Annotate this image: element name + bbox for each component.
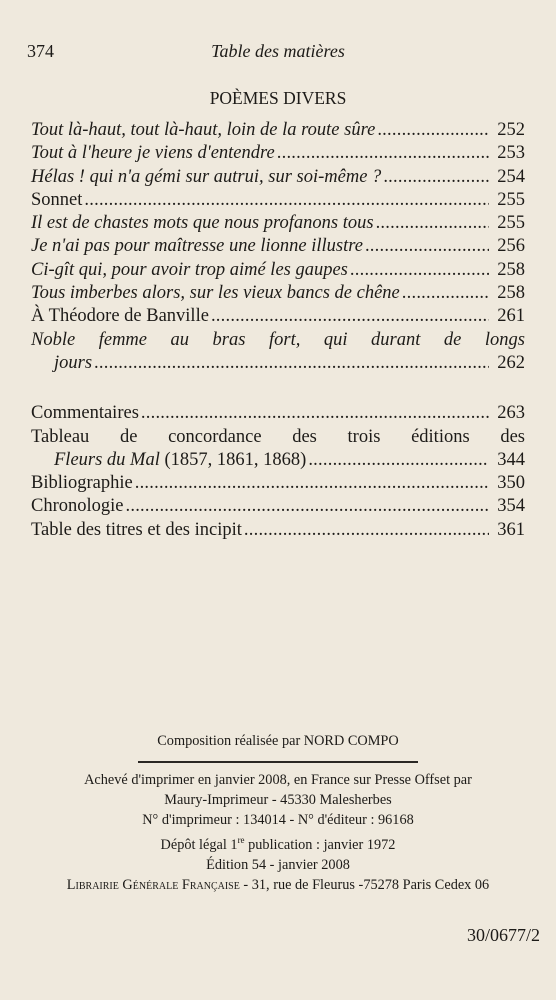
toc-entry[interactable] — [31, 119, 525, 142]
toc-entry[interactable] — [31, 235, 525, 258]
toc-page-number: 255 — [497, 213, 525, 234]
toc-page-number: 256 — [497, 236, 525, 257]
printer-code: 30/0677/2 — [466, 925, 540, 945]
page-number: 374 — [27, 41, 54, 61]
toc-page-number: 263 — [497, 403, 525, 424]
leader-dots — [211, 305, 489, 328]
toc-entry-text: Table des titres et des incipit — [31, 519, 242, 540]
toc-entry[interactable] — [31, 142, 525, 165]
toc-entry[interactable] — [31, 305, 525, 328]
publisher-name: Librairie Générale Française — [66, 877, 240, 894]
legal-deposit-date: publication : janvier 1972 — [244, 836, 396, 853]
toc-entry-text: Bibliographie — [31, 473, 133, 494]
book-title: Fleurs du Mal — [54, 449, 160, 470]
toc-entry-continuation[interactable] — [31, 352, 525, 375]
toc-entry-text: Ci-gît qui, pour avoir trop aimé les gaupes — [31, 259, 348, 280]
divider-rule — [138, 761, 418, 762]
publisher-line — [0, 875, 556, 895]
leader-dots — [377, 119, 489, 142]
toc-entry-text: Commentaires — [31, 403, 139, 424]
toc-entry-text: Chronologie — [31, 496, 124, 517]
printing-line: Achevé d'imprimer en janvier 2008, en France sur Presse Offset par — [84, 771, 472, 788]
leader-dots — [126, 495, 490, 518]
toc-page-number: 344 — [497, 449, 525, 470]
section-gap — [31, 375, 525, 402]
toc-entry[interactable] — [31, 519, 525, 542]
superscript: re — [237, 835, 245, 846]
toc-entry[interactable] — [31, 472, 525, 495]
toc-entry-text: Hélas ! qui n'a gémi sur autrui, sur soi-même ? — [31, 166, 382, 187]
table-of-contents — [31, 119, 525, 542]
toc-entry[interactable] — [31, 166, 525, 189]
leader-dots — [141, 402, 489, 425]
printer-line: Maury-Imprimeur - 45330 Malesherbes — [164, 791, 392, 808]
toc-entry-text: Je n'ai pas pour maîtresse une lionne illustre — [31, 236, 363, 257]
toc-entry-continuation[interactable] — [31, 449, 525, 472]
toc-page-number: 261 — [497, 306, 525, 327]
toc-entry-text: Sonnet — [31, 189, 83, 210]
edition-years: (1857, 1861, 1868) — [159, 449, 307, 470]
toc-entry[interactable] — [31, 212, 525, 235]
leader-dots — [350, 259, 489, 282]
leader-dots — [308, 449, 489, 472]
leader-dots — [402, 282, 489, 305]
toc-entry[interactable] — [31, 259, 525, 282]
toc-entry[interactable] — [31, 282, 525, 305]
toc-entry-text: Tous imberbes alors, sur les vieux bancs de chêne — [31, 283, 400, 304]
toc-entry[interactable] — [31, 495, 525, 518]
leader-dots — [365, 235, 489, 258]
toc-page-number: 252 — [497, 120, 525, 140]
toc-page-number: 253 — [497, 143, 525, 164]
toc-entry-text: Noble femme au bras fort, qui durant de longs — [31, 329, 525, 350]
toc-entry-text: jours — [54, 352, 93, 373]
composition-credit: Composition réalisée par NORD COMPO — [157, 733, 399, 749]
toc-entry-text: Tableau de concordance des trois éditions des — [31, 426, 525, 447]
toc-entry-text: Tout à l'heure je viens d'entendre — [31, 143, 275, 164]
toc-group-appendix — [31, 472, 525, 542]
colophon — [0, 731, 556, 896]
legal-deposit — [0, 830, 556, 855]
leader-dots — [84, 189, 489, 212]
toc-entry[interactable] — [31, 189, 525, 212]
leader-dots — [383, 166, 489, 189]
toc-entry-text — [31, 449, 306, 472]
toc-page-number: 258 — [497, 283, 525, 304]
publisher-address: - 31, rue de Fleurus -75278 Paris Cedex 06 — [239, 877, 490, 894]
toc-page-number: 258 — [497, 259, 525, 280]
running-title: Table des matières — [211, 41, 345, 61]
legal-deposit-text: Dépôt légal 1 — [160, 836, 238, 853]
toc-page-number: 354 — [497, 496, 525, 517]
toc-entry[interactable] — [31, 402, 525, 425]
toc-entry-text: À Théodore de Banville — [31, 306, 209, 327]
section-title: POÈMES DIVERS — [209, 88, 347, 108]
toc-entry-text: Il est de chastes mots que nous profanons tous — [31, 213, 374, 234]
leader-dots — [277, 142, 489, 165]
leader-dots — [244, 519, 489, 542]
toc-entry-text: Tout là-haut, tout là-haut, loin de la route sûre — [31, 120, 376, 140]
leader-dots — [135, 472, 489, 495]
toc-entry[interactable] — [31, 329, 525, 352]
leader-dots — [94, 352, 489, 375]
toc-page-number: 262 — [497, 352, 525, 373]
leader-dots — [376, 212, 489, 235]
toc-page-number: 255 — [497, 189, 525, 210]
toc-page-number: 361 — [497, 519, 525, 540]
edition-line: Édition 54 - janvier 2008 — [206, 857, 350, 874]
toc-page-number: 254 — [497, 166, 525, 187]
toc-page-number: 350 — [497, 473, 525, 494]
printer-numbers: N° d'imprimeur : 134014 - N° d'éditeur : 96168 — [142, 812, 414, 828]
toc-entry[interactable] — [31, 426, 525, 449]
toc-group-poems — [31, 119, 525, 329]
